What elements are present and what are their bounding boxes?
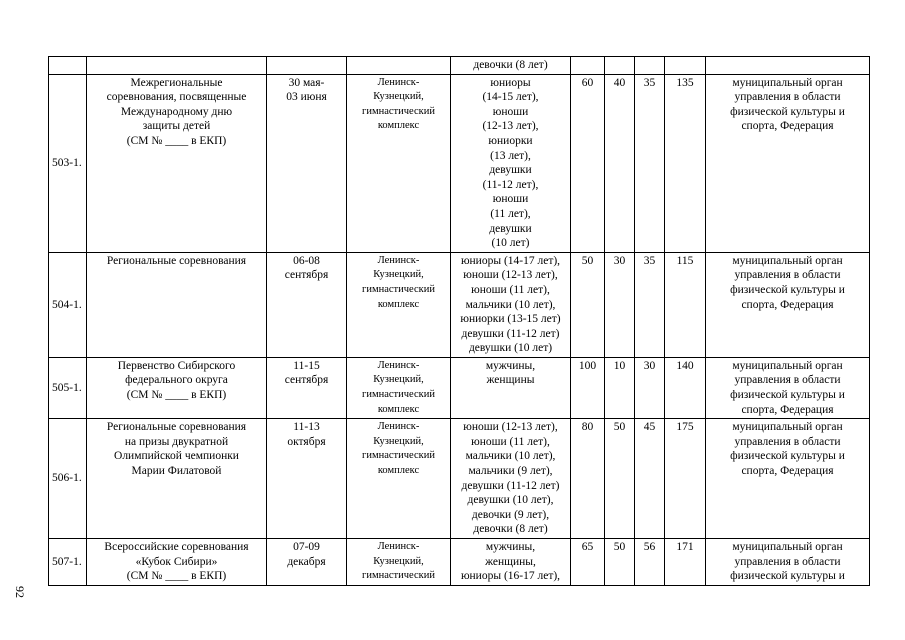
row-number: 507-1. [49, 539, 87, 586]
count-2: 30 [605, 252, 635, 357]
organizer: муниципальный орган управления в области физической культуры и спорта, Федерация [706, 74, 870, 252]
count-2: 10 [605, 357, 635, 418]
event-venue: Ленинск- Кузнецкий, гимнастический комплекс [347, 419, 451, 539]
event-name: Первенство Сибирского федерального округа (СМ № ____ в ЕКП) [87, 357, 267, 418]
participants-cell: мужчины, женщины [451, 357, 571, 418]
count-3: 35 [635, 252, 665, 357]
table-row [49, 357, 870, 418]
table-row [49, 74, 870, 252]
row-number: 503-1. [49, 74, 87, 252]
row-number: 504-1. [49, 252, 87, 357]
event-name: Региональные соревнования [87, 252, 267, 357]
event-name: Межрегиональные соревнования, посвященные Международному дню защиты детей (СМ № ____ в ЕКП) [87, 74, 267, 252]
table-row [49, 419, 870, 539]
count-3: 35 [635, 74, 665, 252]
count-2: 50 [605, 539, 635, 586]
count-3: 30 [635, 357, 665, 418]
organizer: муниципальный орган управления в области физической культуры и спорта, Федерация [706, 252, 870, 357]
event-venue: Ленинск- Кузнецкий, гимнастический комплекс [347, 74, 451, 252]
count-total: 140 [665, 357, 706, 418]
organizer: муниципальный орган управления в области физической культуры и [706, 539, 870, 586]
count-3: 56 [635, 539, 665, 586]
count-1: 80 [571, 419, 605, 539]
participants-cell: юноши (12-13 лет), юноши (11 лет), мальчики (10 лет), мальчики (9 лет), девушки (11-12 лет) девушки (10 лет), девочки (9 лет), девочки (8 лет) [451, 419, 571, 539]
participants-cell: девочки (8 лет) [451, 57, 571, 75]
event-dates: 06-08 сентября [267, 252, 347, 357]
count-1: 65 [571, 539, 605, 586]
schedule-table [48, 56, 870, 586]
row-number: 505-1. [49, 357, 87, 418]
count-total: 115 [665, 252, 706, 357]
event-venue: Ленинск- Кузнецкий, гимнастический комплекс [347, 252, 451, 357]
count-2: 50 [605, 419, 635, 539]
table-row-continuation [49, 57, 870, 75]
row-number: 506-1. [49, 419, 87, 539]
event-dates: 30 мая- 03 июня [267, 74, 347, 252]
participants-cell: юниоры (14-15 лет), юноши (12-13 лет), юниорки (13 лет), девушки (11-12 лет), юноши (11 лет), девушки (10 лет) [451, 74, 571, 252]
event-dates: 11-15 сентября [267, 357, 347, 418]
count-1: 100 [571, 357, 605, 418]
event-name: Всероссийские соревнования «Кубок Сибири» (СМ № ____ в ЕКП) [87, 539, 267, 586]
count-1: 60 [571, 74, 605, 252]
count-1: 50 [571, 252, 605, 357]
participants-cell: мужчины, женщины, юниоры (16-17 лет), [451, 539, 571, 586]
organizer: муниципальный орган управления в области физической культуры и спорта, Федерация [706, 357, 870, 418]
table-row [49, 252, 870, 357]
event-name: Региональные соревнования на призы двукратной Олимпийской чемпионки Марии Филатовой [87, 419, 267, 539]
event-venue: Ленинск- Кузнецкий, гимнастический комплекс [347, 357, 451, 418]
count-3: 45 [635, 419, 665, 539]
count-total: 135 [665, 74, 706, 252]
event-venue: Ленинск- Кузнецкий, гимнастический [347, 539, 451, 586]
page-number: 92 [13, 586, 27, 598]
event-dates: 07-09 декабря [267, 539, 347, 586]
event-dates: 11-13 октября [267, 419, 347, 539]
participants-cell: юниоры (14-17 лет), юноши (12-13 лет), юноши (11 лет), мальчики (10 лет), юниорки (13-15 лет) девушки (11-12 лет) девушки (10 лет) [451, 252, 571, 357]
count-total: 171 [665, 539, 706, 586]
count-2: 40 [605, 74, 635, 252]
table-row [49, 539, 870, 586]
organizer: муниципальный орган управления в области физической культуры и спорта, Федерация [706, 419, 870, 539]
count-total: 175 [665, 419, 706, 539]
